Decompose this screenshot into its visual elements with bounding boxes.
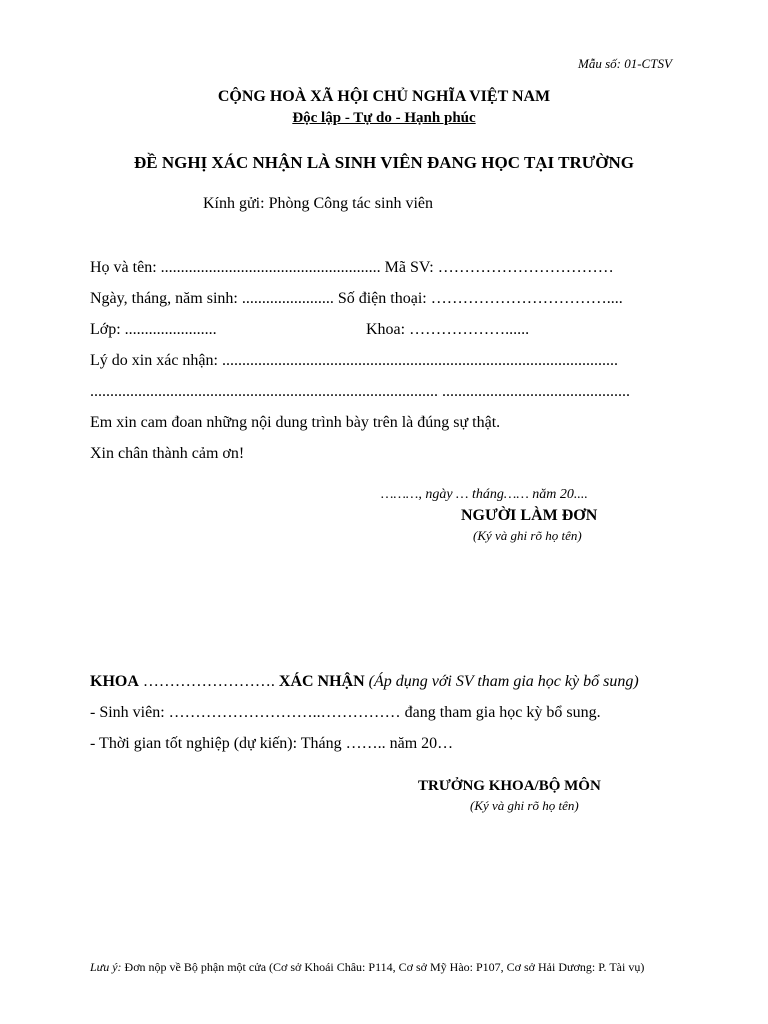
footer-label: Lưu ý:	[90, 960, 122, 974]
date-line: ………, ngày … tháng…… năm 20....	[381, 487, 588, 502]
nation-header: CỘNG HOÀ XÃ HỘI CHỦ NGHĨA VIỆT NAM	[217, 88, 551, 105]
dean-role: TRƯỞNG KHOA/BỘ MÔN	[418, 778, 601, 794]
applicant-role: NGƯỜI LÀM ĐƠN	[461, 507, 598, 524]
recipient-line: Kính gửi: Phòng Công tác sinh viên	[203, 195, 433, 212]
applicant-sign-instruction: (Ký và ghi rõ họ tên)	[473, 528, 582, 543]
dob-phone-field: Ngày, tháng, năm sinh: ....................... Số điện thoại: ……………………………....	[90, 290, 623, 307]
commitment-text: Em xin cam đoan những nội dung trình bày trên là đúng sự thật.	[90, 414, 501, 431]
faculty-confirm-heading	[90, 673, 639, 691]
reason-field: Lý do xin xác nhận: ...................................................................................................	[90, 352, 618, 369]
faculty-label: KHOA	[90, 673, 139, 690]
confirm-note: (Áp dụng với SV tham gia học kỳ bổ sung)	[364, 673, 639, 690]
confirm-label: XÁC NHẬN	[278, 673, 365, 690]
graduation-line: - Thời gian tốt nghiệp (dự kiến): Tháng …….. năm 20…	[90, 735, 454, 752]
class-field: Lớp: .......................	[90, 321, 217, 338]
thanks-text: Xin chân thành cảm ơn!	[90, 445, 245, 462]
student-line: - Sinh viên: ………………………..…………… đang tham gia học kỳ bổ sung.	[90, 704, 601, 721]
motto: Độc lập - Tự do - Hạnh phúc	[292, 110, 476, 126]
footer-note	[90, 960, 644, 975]
form-code: Mẫu số: 01-CTSV	[578, 56, 672, 71]
footer-text: Đơn nộp về Bộ phận một cửa (Cơ sở Khoái Châu: P114, Cơ sở Mỹ Hào: P107, Cơ sở Hải Dương: P. Tài vụ)	[121, 960, 645, 974]
faculty-dots: …………………….	[138, 673, 279, 690]
page-title: ĐỀ NGHỊ XÁC NHẬN LÀ SINH VIÊN ĐANG HỌC TẠI TRƯỜNG	[134, 153, 634, 172]
reason-continuation: ....................................................................................... ...............................................	[90, 383, 630, 400]
dean-sign-instruction: (Ký và ghi rõ họ tên)	[470, 798, 579, 813]
faculty-field: Khoa: ………………......	[366, 321, 530, 338]
name-id-field: Họ và tên: ....................................................... Mã SV: ……………………………	[90, 259, 614, 276]
